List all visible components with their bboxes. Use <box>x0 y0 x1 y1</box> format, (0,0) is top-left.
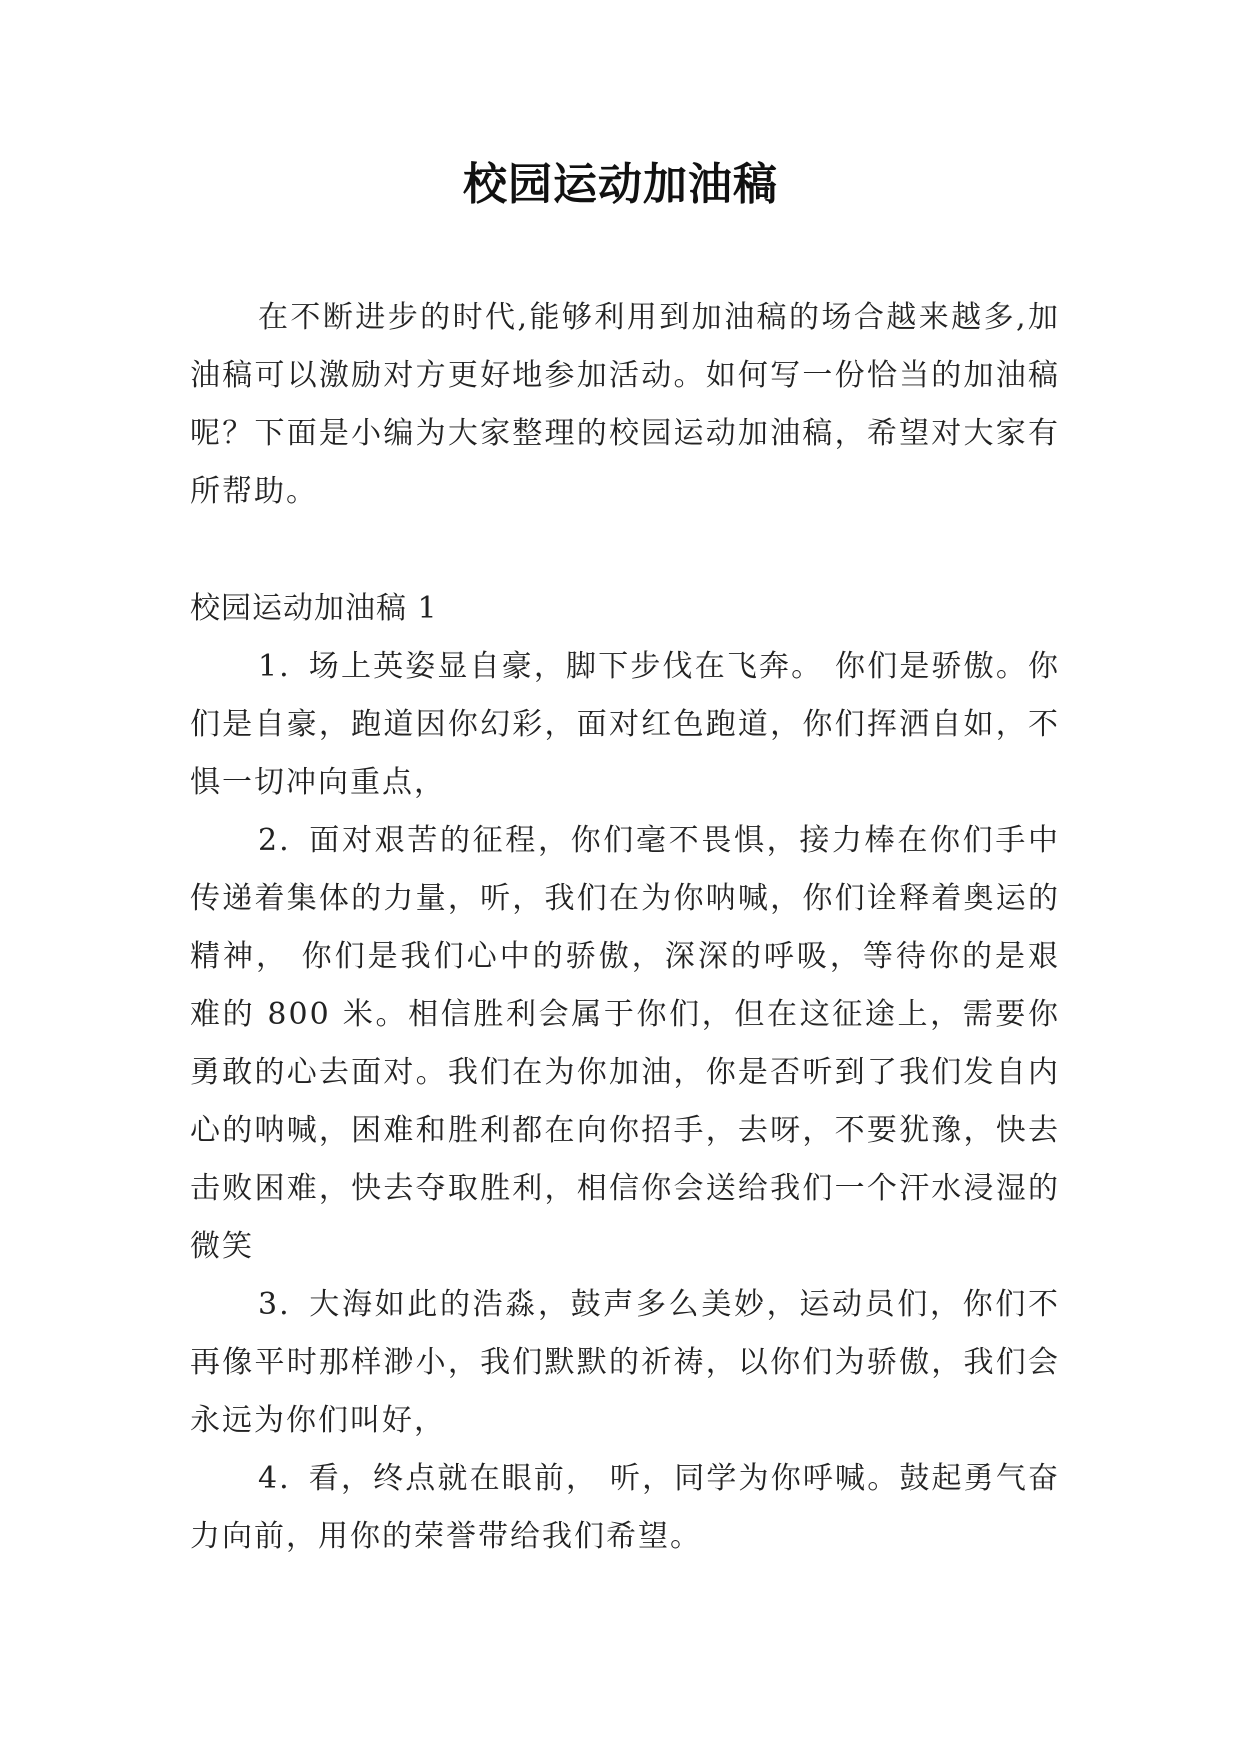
section-heading: 校园运动加油稿 1 <box>190 591 438 626</box>
cheer-item <box>190 812 1060 1276</box>
cheer-items-list <box>190 638 1060 1566</box>
intro-paragraph: 在不断进步的时代,能够利用到加油稿的场合越来越多,加油稿可以激励对方更好地参加活动。如何写一份恰当的加油稿呢？下面是小编为大家整理的校园运动加油稿，希望对大家有所帮助。 <box>190 300 1060 509</box>
document-title: 校园运动加油稿 <box>463 159 778 210</box>
cheer-item <box>190 1276 1060 1450</box>
cheer-item-text: 大海如此的浩淼，鼓声多么美妙，运动员们，你们不再像平时那样渺小，我们默默的祈祷，以你们为骄傲，我们会永远为你们叫好， <box>190 1287 1060 1438</box>
cheer-item <box>190 1450 1060 1566</box>
cheer-item-number: 2. <box>258 823 291 858</box>
cheer-item-text: 场上英姿显自豪，脚下步伐在飞奔。 你们是骄傲。你们是自豪，跑道因你幻彩，面对红色跑道，你们挥洒自如，不惧一切冲向重点， <box>190 649 1060 800</box>
cheer-item-number: 4. <box>258 1461 291 1496</box>
cheer-item <box>190 638 1060 812</box>
cheer-item-number: 1. <box>258 649 291 684</box>
cheer-item-number: 3. <box>258 1287 291 1322</box>
cheer-item-text: 面对艰苦的征程，你们毫不畏惧，接力棒在你们手中传递着集体的力量，听，我们在为你呐喊，你们诠释着奥运的精神， 你们是我们心中的骄傲，深深的呼吸，等待你的是艰难的 800 米。相信胜利会属于你们，但在这征途上，需要你勇敢的心去面对。我们在为你加油，你是否听到了我们发自内心的呐喊，困难和胜利都在向你招手，去呀，不要犹豫，快去击败困难，快去夺取胜利，相信你会送给我们一个汗水浸湿的微笑 <box>190 823 1060 1264</box>
cheer-item-text: 看，终点就在眼前， 听，同学为你呼喊。鼓起勇气奋力向前，用你的荣誉带给我们希望。 <box>190 1461 1060 1554</box>
